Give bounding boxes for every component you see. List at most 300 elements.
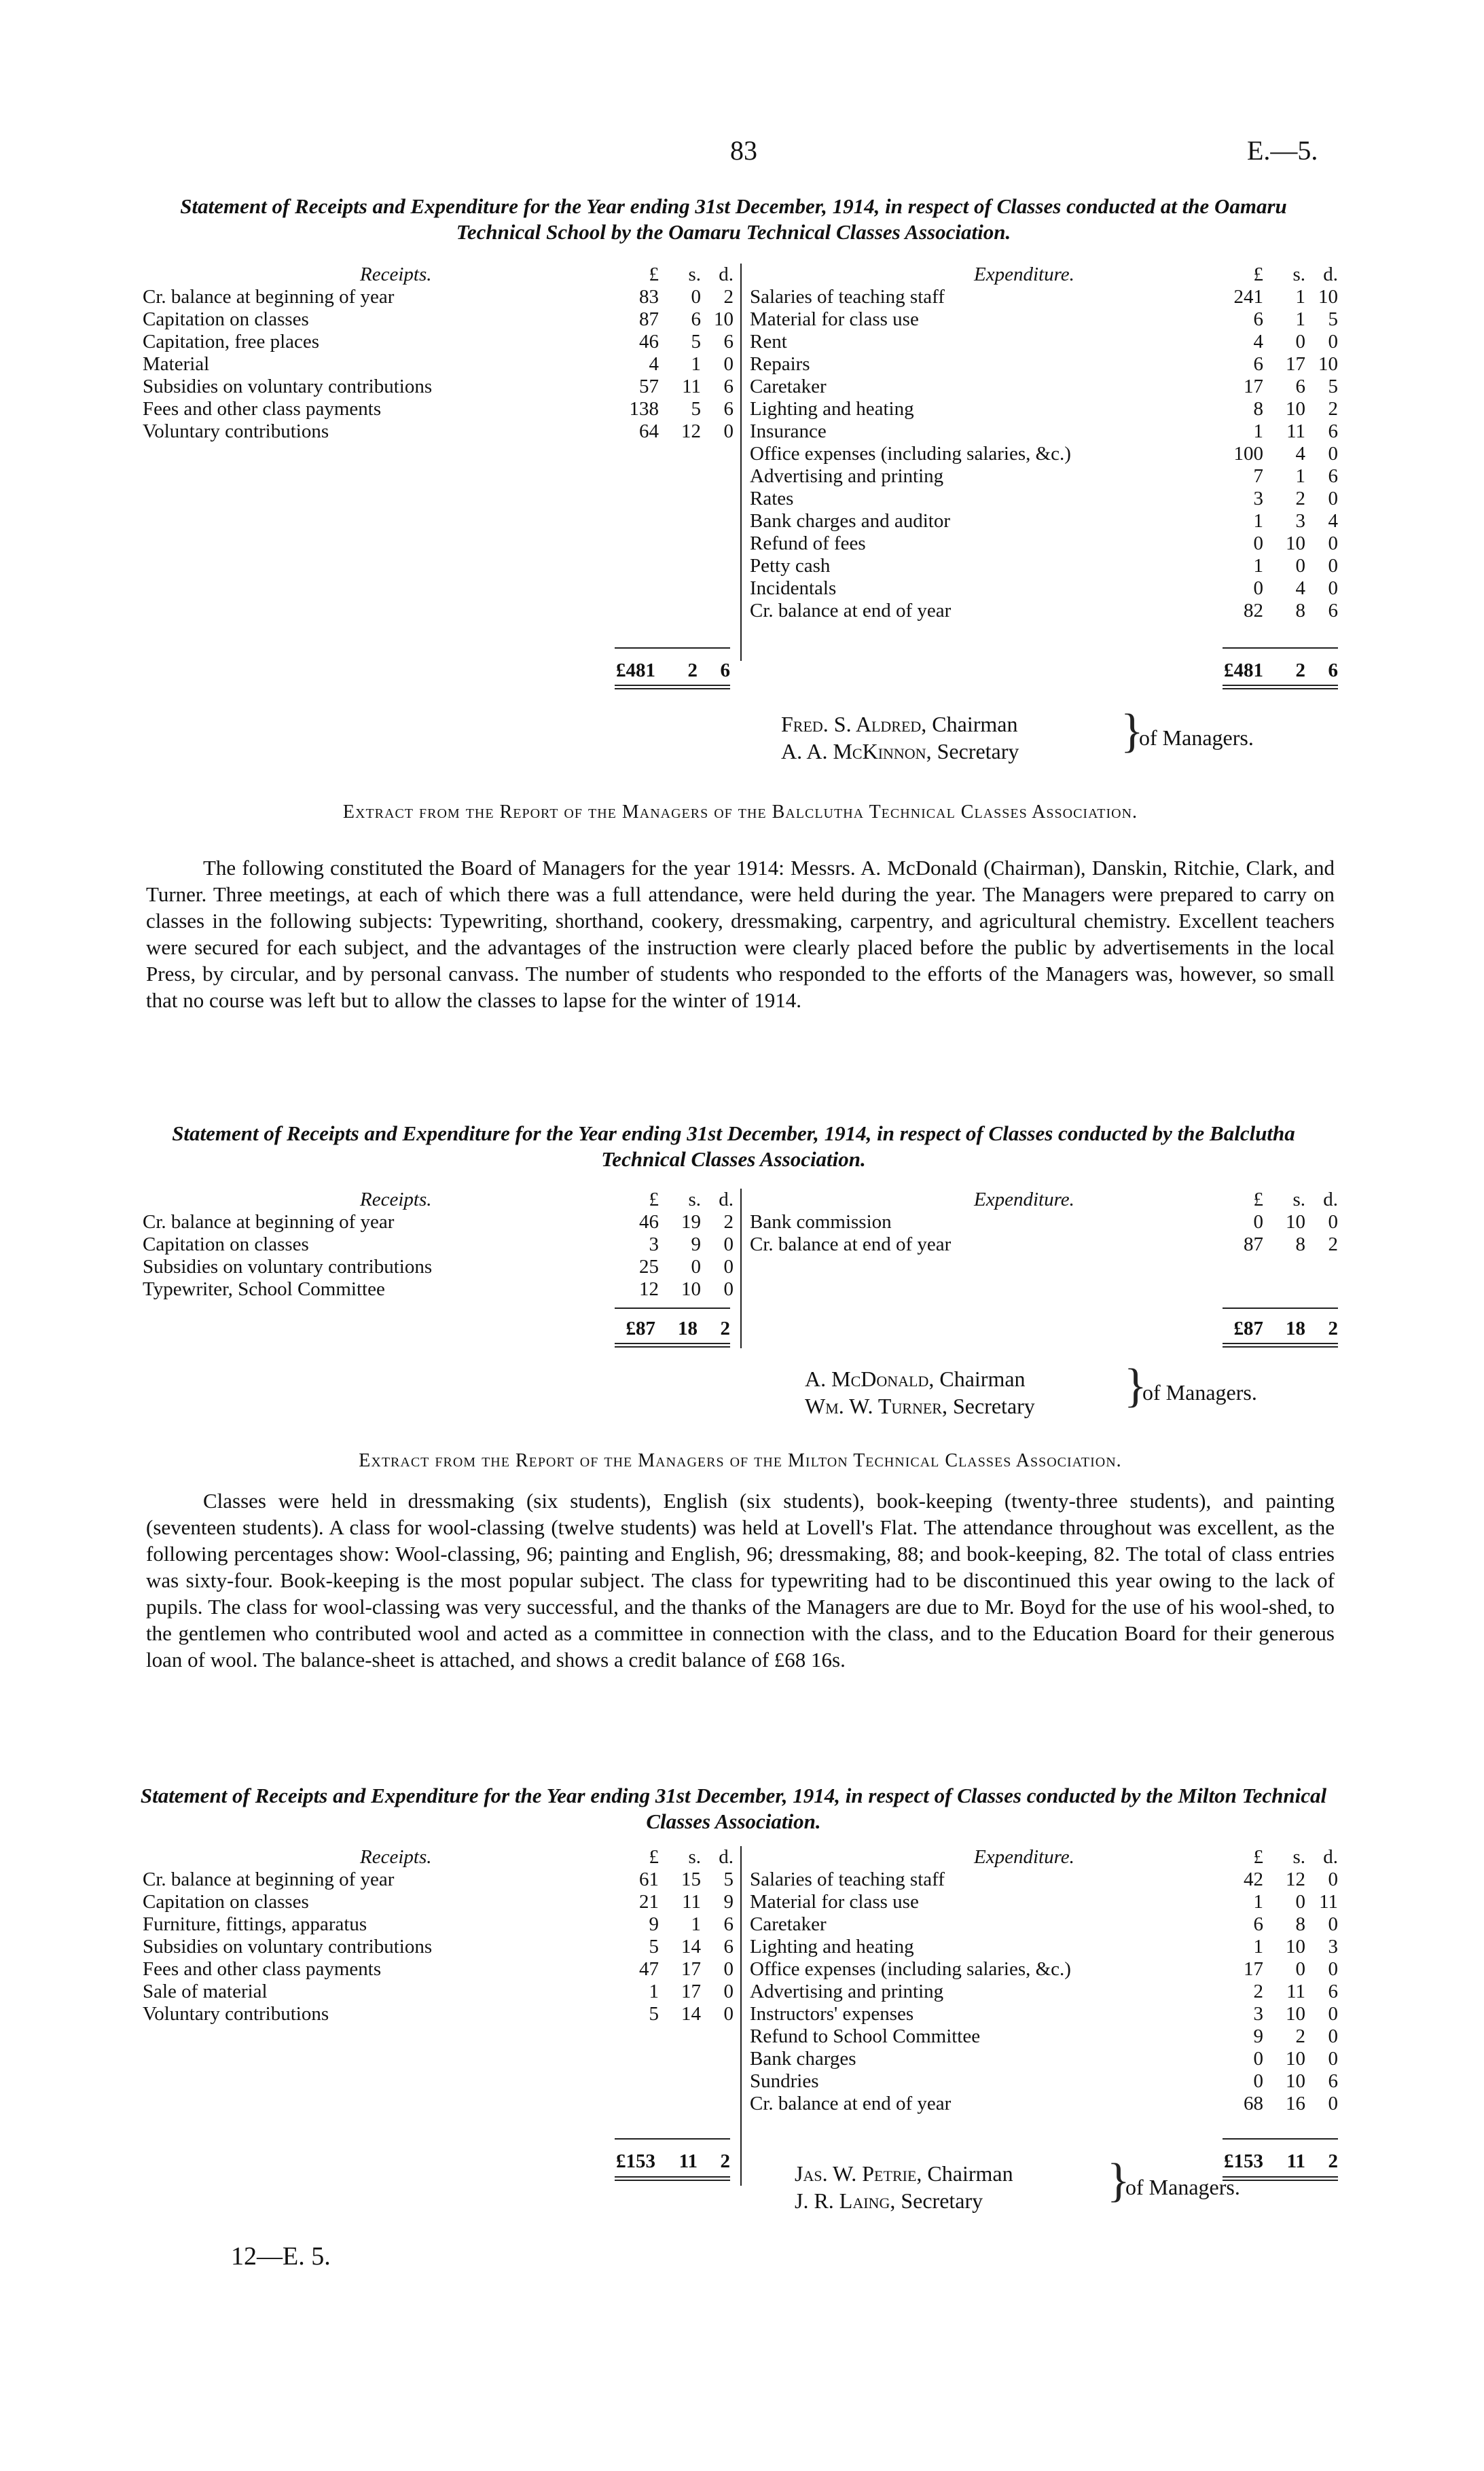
- brace-glyph: }: [1121, 705, 1144, 757]
- amount-pounds: 0: [1253, 2070, 1263, 2092]
- ledger-row: [750, 286, 1338, 308]
- amount-shillings: 17: [681, 1981, 701, 2002]
- amount-pounds: 3: [1253, 488, 1263, 509]
- amount-shillings: 4: [1295, 443, 1305, 465]
- secretary-role: Secretary: [937, 739, 1019, 763]
- ledger-amount: [618, 1981, 734, 2003]
- ledger-row: [143, 1936, 734, 1958]
- total-pence: 2: [720, 2150, 730, 2172]
- ledger-amount: [1223, 2048, 1338, 2070]
- ledger-row: [750, 1913, 1338, 1936]
- amount-shillings: 0: [1295, 331, 1305, 353]
- total-pounds: £153: [1224, 2150, 1263, 2172]
- total-pence: 6: [720, 660, 730, 681]
- amount-shillings: 16: [1286, 2093, 1305, 2114]
- ledger-row: [143, 1913, 734, 1936]
- ledger-item-label: Furniture, fittings, apparatus: [143, 1913, 367, 1935]
- amount-pence: 6: [723, 1936, 734, 1958]
- ledger-row: [750, 1233, 1338, 1256]
- amount-pence: 2: [723, 286, 734, 308]
- ledger-item-label: Rates: [750, 488, 794, 509]
- milton-signatures: Jas. W. Petrie, Chairman J. R. Laing, Secretary: [795, 2161, 1013, 2213]
- ledger-item-label: Office expenses (including salaries, &c.): [750, 1958, 1071, 1980]
- ledger-amount: [1223, 600, 1338, 622]
- ledger-row: [750, 376, 1338, 398]
- amount-shillings: 10: [1286, 2048, 1305, 2070]
- amount-pence: 0: [1328, 1913, 1338, 1935]
- amount-pence: 0: [1328, 1958, 1338, 1980]
- amount-pence: 9: [723, 1891, 734, 1913]
- ledger-row: [750, 510, 1338, 533]
- amount-pounds: 3: [1253, 2003, 1263, 2025]
- expenditure-header: Expenditure.: [974, 1846, 1074, 1868]
- amount-pence: 2: [723, 1211, 734, 1233]
- amount-shillings: 17: [1286, 353, 1305, 375]
- ledger-item-label: Material for class use: [750, 308, 919, 330]
- ledger-row: [750, 353, 1338, 376]
- amount-pounds: 6: [1253, 1913, 1263, 1935]
- ledger-item-label: Cr. balance at end of year: [750, 2093, 952, 2114]
- receipts-header: Receipts.: [360, 1189, 432, 1210]
- ledger-row: [750, 2093, 1338, 2115]
- amount-pence: 10: [714, 308, 734, 330]
- ledger-amount: [618, 308, 734, 331]
- ledger-item-label: Salaries of teaching staff: [750, 286, 945, 308]
- ledger-item-label: Caretaker: [750, 1913, 827, 1935]
- ledger-row: [143, 1233, 734, 1256]
- amount-shillings: 12: [681, 420, 701, 442]
- amount-shillings: 10: [1286, 398, 1305, 420]
- column-divider: [740, 1846, 742, 2186]
- pence-header: d.: [1323, 1846, 1338, 1868]
- chairman-name: Fred. S. Aldred: [781, 712, 922, 736]
- total-shillings: 18: [1286, 1318, 1305, 1339]
- amount-shillings: 0: [691, 286, 701, 308]
- total-pence: 2: [720, 1318, 730, 1339]
- ledger-item-label: Salaries of teaching staff: [750, 1869, 945, 1890]
- ledger-amount: [1223, 443, 1338, 465]
- of-managers: of Managers.: [1139, 725, 1254, 750]
- total-pounds: £87: [626, 1318, 655, 1339]
- chairman-role: Chairman: [927, 2161, 1013, 2186]
- ledger-item-label: Lighting and heating: [750, 1936, 914, 1958]
- amount-pounds: 57: [639, 376, 659, 397]
- milton-receipts: [143, 1846, 734, 2025]
- ledger-amount: [618, 1278, 734, 1301]
- ledger-amount: [1223, 308, 1338, 331]
- amount-pence: 0: [1328, 555, 1338, 577]
- ledger-amount: [1223, 420, 1338, 443]
- amount-shillings: 19: [681, 1211, 701, 1233]
- amount-pence: 0: [723, 1981, 734, 2002]
- ledger-amount: [618, 1891, 734, 1913]
- ledger-row: [750, 577, 1338, 600]
- ledger-amount: [618, 1211, 734, 1233]
- ledger-row: [750, 465, 1338, 488]
- ledger-row: [143, 2003, 734, 2025]
- ledger-row: [750, 420, 1338, 443]
- amount-pence: 6: [1328, 465, 1338, 487]
- secretary-name: Wm. W. Turner: [805, 1394, 942, 1418]
- ledger-amount: [1223, 465, 1338, 488]
- ledger-row: [750, 488, 1338, 510]
- amount-pounds: 0: [1253, 577, 1263, 599]
- amount-pounds: 4: [649, 353, 659, 375]
- ledger-row: [750, 443, 1338, 465]
- amount-pence: 6: [1328, 600, 1338, 621]
- amount-shillings: 0: [1295, 1891, 1305, 1913]
- ledger-row: [750, 1981, 1338, 2003]
- amount-shillings: 1: [691, 353, 701, 375]
- ledger-amount: [1223, 353, 1338, 376]
- ledger-amount: [1223, 488, 1338, 510]
- ledger-item-label: Refund of fees: [750, 533, 866, 554]
- total-pounds: £481: [616, 660, 655, 681]
- brace-glyph: }: [1124, 1360, 1147, 1412]
- total-pounds: £153: [616, 2150, 655, 2172]
- amount-shillings: 9: [691, 1233, 701, 1255]
- shillings-header: s.: [688, 1846, 701, 1868]
- ledger-item-label: Bank charges: [750, 2048, 856, 2070]
- ledger-row: [750, 2025, 1338, 2048]
- ledger-amount: [1223, 577, 1338, 600]
- amount-pounds: 6: [1253, 353, 1263, 375]
- amount-pounds: 7: [1253, 465, 1263, 487]
- amount-pounds: 12: [639, 1278, 659, 1300]
- amount-pence: 0: [1328, 1869, 1338, 1890]
- amount-pounds: 1: [1253, 420, 1263, 442]
- ledger-amount: [618, 1958, 734, 1981]
- ledger-row: [750, 331, 1338, 353]
- amount-shillings: 10: [1286, 533, 1305, 554]
- amount-pence: 10: [1318, 286, 1338, 308]
- chairman-role: Chairman: [939, 1367, 1026, 1391]
- ledger-item-label: Subsidies on voluntary contributions: [143, 1256, 433, 1278]
- signature-mark: 12—E. 5.: [231, 2242, 331, 2271]
- total-double-rule: [615, 2176, 730, 2181]
- receipts-header: Receipts.: [360, 1846, 432, 1868]
- amount-pence: 6: [1328, 2070, 1338, 2092]
- amount-pence: 6: [723, 1913, 734, 1935]
- oamaru-expenditure-total: [1223, 660, 1338, 682]
- ledger-amount: [1223, 2070, 1338, 2093]
- amount-pence: 0: [1328, 533, 1338, 554]
- ledger-amount: [1223, 510, 1338, 533]
- amount-shillings: 10: [1286, 2070, 1305, 2092]
- amount-pounds: 1: [1253, 510, 1263, 532]
- pounds-header: £: [1253, 1189, 1263, 1210]
- milton-extract-heading: Extract from the Report of the Managers of the Milton Technical Classes Association.: [359, 1450, 1122, 1471]
- amount-shillings: 11: [682, 376, 701, 397]
- amount-shillings: 6: [1295, 376, 1305, 397]
- amount-shillings: 15: [681, 1869, 701, 1890]
- amount-shillings: 11: [682, 1891, 701, 1913]
- amount-pence: 5: [1328, 308, 1338, 330]
- ledger-item-label: Capitation on classes: [143, 308, 309, 330]
- ledger-row: [750, 1211, 1338, 1233]
- amount-shillings: 1: [1295, 286, 1305, 308]
- amount-shillings: 10: [1286, 1936, 1305, 1958]
- amount-shillings: 14: [681, 2003, 701, 2025]
- ledger-row: [750, 1869, 1338, 1891]
- amount-pounds: 6: [1253, 308, 1263, 330]
- ledger-item-label: Voluntary contributions: [143, 2003, 329, 2025]
- amount-pounds: 82: [1244, 600, 1263, 621]
- ledger-item-label: Petty cash: [750, 555, 831, 577]
- ledger-amount: [1223, 1913, 1338, 1936]
- ledger-item-label: Caretaker: [750, 376, 827, 397]
- amount-pounds: 17: [1244, 376, 1263, 397]
- amount-pence: 0: [723, 353, 734, 375]
- milton-report-paragraph: Classes were held in dressmaking (six students), English (six students), book-keeping (twenty-three students), and painting (seventeen students). A class for wool-classing (twelve students) was held at Lovell's Flat. The attendance throughout was excellent, as the following percentages show: Wool-classing, 96; painting and English, 96; dressmaking, 88; and book-keeping, 82. The total of class entries was sixty-four. Book-keeping is the most popular subject. The class for typewriting had to be discontinued this year owing to the lack of pupils. The class for wool-classing was very successful, and the thanks of the Managers are due to Mr. Boyd for the use of his wool-shed, to the gentlemen who contributed wool and acted as a committee in connection with the class, and to the Education Board for their generous loan of wool. The balance-sheet is attached, and shows a credit balance of £68 16s.: [146, 1489, 1335, 1672]
- ledger-amount: [1223, 2093, 1338, 2115]
- ledger-amount: [618, 353, 734, 376]
- amount-pounds: 4: [1253, 331, 1263, 353]
- amount-pounds: 1: [1253, 1936, 1263, 1958]
- shillings-header: s.: [688, 264, 701, 285]
- ledger-amount: [618, 1869, 734, 1891]
- ledger-item-label: Refund to School Committee: [750, 2025, 981, 2047]
- balclutha-extract-heading: Extract from the Report of the Managers of the Balclutha Technical Classes Association.: [342, 801, 1138, 823]
- amount-pence: 0: [1328, 331, 1338, 353]
- ledger-amount: [1223, 286, 1338, 308]
- ledger-item-label: Bank commission: [750, 1211, 892, 1233]
- amount-pounds: 47: [639, 1958, 659, 1980]
- amount-shillings: 11: [1286, 1981, 1305, 2002]
- ledger-row: [143, 1211, 734, 1233]
- total-shillings: 2: [687, 660, 698, 681]
- pounds-header: £: [649, 1189, 659, 1210]
- amount-pence: 10: [1318, 353, 1338, 375]
- ledger-item-label: Office expenses (including salaries, &c.): [750, 443, 1071, 465]
- amount-pounds: 2: [1253, 1981, 1263, 2002]
- ledger-item-label: Rent: [750, 331, 787, 353]
- amount-pence: 0: [1328, 2025, 1338, 2047]
- amount-pence: 6: [723, 331, 734, 353]
- amount-pounds: 46: [639, 331, 659, 353]
- ledger-amount: [1223, 1981, 1338, 2003]
- ledger-amount: [618, 1913, 734, 1936]
- amount-pounds: 83: [639, 286, 659, 308]
- ledger-row: [143, 420, 734, 443]
- ledger-row: [750, 1936, 1338, 1958]
- pence-header: d.: [1323, 1189, 1338, 1210]
- secretary-role: Secretary: [901, 2188, 983, 2213]
- amount-pence: 0: [1328, 443, 1338, 465]
- ledger-row: [750, 533, 1338, 555]
- amount-pounds: 5: [649, 2003, 659, 2025]
- amount-pounds: 0: [1253, 533, 1263, 554]
- ledger-row: [143, 331, 734, 353]
- amount-shillings: 3: [1295, 510, 1305, 532]
- ledger-row: [750, 1891, 1338, 1913]
- total-pence: 6: [1328, 660, 1338, 681]
- amount-shillings: 14: [681, 1936, 701, 1958]
- amount-shillings: 2: [1295, 2025, 1305, 2047]
- secretary-role: Secretary: [952, 1394, 1035, 1418]
- ledger-row: [750, 2048, 1338, 2070]
- amount-shillings: 1: [1295, 465, 1305, 487]
- total-pence: 2: [1328, 1318, 1338, 1339]
- amount-pounds: 42: [1244, 1869, 1263, 1890]
- ledger-amount: [618, 286, 734, 308]
- amount-shillings: 10: [1286, 2003, 1305, 2025]
- ledger-amount: [618, 398, 734, 420]
- ledger-item-label: Advertising and printing: [750, 1981, 944, 2002]
- pence-header: d.: [719, 264, 734, 285]
- pounds-header: £: [649, 264, 659, 285]
- ledger-item-label: Sale of material: [143, 1981, 268, 2002]
- ledger-row: [750, 398, 1338, 420]
- oamaru-statement-title: Statement of Receipts and Expenditure for the Year ending 31st December, 1914, in respect of Classes conducted at the Oamaru Technical School by the Oamaru Technical Classes Association.: [180, 194, 1287, 244]
- oamaru-receipts-total: [615, 660, 730, 682]
- ledger-amount: [1223, 1233, 1338, 1256]
- ledger-row: [750, 1958, 1338, 1981]
- amount-pence: 0: [723, 1278, 734, 1300]
- ledger-row: [750, 555, 1338, 577]
- total-double-rule: [615, 1343, 730, 1348]
- amount-pence: 6: [1328, 1981, 1338, 2002]
- ledger-row: [143, 1981, 734, 2003]
- document-code: E.—5.: [1247, 135, 1318, 166]
- amount-shillings: 8: [1295, 1913, 1305, 1935]
- ledger-amount: [1223, 555, 1338, 577]
- total-double-rule: [1223, 685, 1338, 689]
- chairman-name: Jas. W. Petrie: [795, 2161, 917, 2186]
- amount-pence: 2: [1328, 398, 1338, 420]
- amount-shillings: 10: [1286, 1211, 1305, 1233]
- ledger-item-label: Instructors' expenses: [750, 2003, 914, 2025]
- milton-statement: [143, 1846, 1338, 2193]
- amount-pence: 0: [1328, 488, 1338, 509]
- amount-pounds: 100: [1233, 443, 1263, 465]
- shillings-header: s.: [1292, 1189, 1305, 1210]
- ledger-amount: [1223, 398, 1338, 420]
- pounds-header: £: [649, 1846, 659, 1868]
- amount-pence: 11: [1319, 1891, 1338, 1913]
- total-rule: [615, 2138, 730, 2140]
- ledger-item-label: Capitation, free places: [143, 331, 320, 353]
- total-shillings: 18: [678, 1318, 698, 1339]
- ledger-item-label: Typewriter, School Committee: [143, 1278, 385, 1300]
- oamaru-expenditure: [750, 264, 1338, 622]
- amount-pounds: 9: [1253, 2025, 1263, 2047]
- ledger-row: [143, 398, 734, 420]
- ledger-amount: [1223, 1958, 1338, 1981]
- amount-pence: 0: [1328, 577, 1338, 599]
- total-shillings: 2: [1295, 660, 1305, 681]
- total-rule: [1223, 2138, 1338, 2140]
- amount-pounds: 68: [1244, 2093, 1263, 2114]
- ledger-row: [750, 600, 1338, 622]
- ledger-amount: [618, 2003, 734, 2025]
- amount-pence: 0: [1328, 1211, 1338, 1233]
- amount-pence: 6: [723, 376, 734, 397]
- pounds-header: £: [1253, 264, 1263, 285]
- ledger-row: [143, 1256, 734, 1278]
- ledger-item-label: Cr. balance at end of year: [750, 600, 952, 621]
- pence-header: d.: [719, 1189, 734, 1210]
- ledger-item-label: Capitation on classes: [143, 1891, 309, 1913]
- amount-shillings: 5: [691, 331, 701, 353]
- ledger-item-label: Advertising and printing: [750, 465, 944, 487]
- total-rule: [615, 1307, 730, 1309]
- amount-pounds: 21: [639, 1891, 659, 1913]
- ledger-item-label: Fees and other class payments: [143, 398, 382, 420]
- amount-pounds: 87: [639, 308, 659, 330]
- oamaru-signatures: Fred. S. Aldred, Chairman A. A. McKinnon, Secretary: [781, 712, 1019, 763]
- ledger-row: [143, 1891, 734, 1913]
- amount-pence: 6: [723, 398, 734, 420]
- shillings-header: s.: [1292, 264, 1305, 285]
- ledger-amount: [1223, 1211, 1338, 1233]
- ledger-amount: [1223, 1936, 1338, 1958]
- amount-pence: 3: [1328, 1936, 1338, 1958]
- amount-shillings: 0: [1295, 1958, 1305, 1980]
- oamaru-receipts: [143, 264, 734, 443]
- of-managers: of Managers.: [1142, 1380, 1257, 1405]
- balclutha-statement-title: Statement of Receipts and Expenditure for the Year ending 31st December, 1914, in respect of Classes conducted by the Balclutha Technical Classes Association.: [172, 1121, 1295, 1171]
- ledger-item-label: Insurance: [750, 420, 827, 442]
- of-managers: of Managers.: [1125, 2175, 1240, 2199]
- ledger-item-label: Repairs: [750, 353, 810, 375]
- ledger-amount: [1223, 331, 1338, 353]
- ledger-item-label: Sundries: [750, 2070, 819, 2092]
- amount-shillings: 1: [1295, 308, 1305, 330]
- amount-shillings: 17: [681, 1958, 701, 1980]
- amount-pounds: 46: [639, 1211, 659, 1233]
- oamaru-statement: [143, 264, 1338, 715]
- chairman-name: A. McDonald: [805, 1367, 929, 1391]
- total-rule: [1223, 1307, 1338, 1309]
- amount-pounds: 8: [1253, 398, 1263, 420]
- ledger-item-label: Incidentals: [750, 577, 837, 599]
- ledger-item-label: Cr. balance at beginning of year: [143, 286, 395, 308]
- ledger-item-label: Capitation on classes: [143, 1233, 309, 1255]
- ledger-item-label: Cr. balance at end of year: [750, 1233, 952, 1255]
- secretary-name: A. A. McKinnon: [781, 739, 926, 763]
- amount-shillings: 12: [1286, 1869, 1305, 1890]
- ledger-row: [750, 2003, 1338, 2025]
- ledger-row: [143, 1278, 734, 1301]
- milton-expenditure: [750, 1846, 1338, 2115]
- amount-pence: 0: [723, 1256, 734, 1278]
- ledger-item-label: Lighting and heating: [750, 398, 914, 420]
- total-shillings: 11: [1286, 2150, 1305, 2172]
- total-shillings: 11: [678, 2150, 698, 2172]
- ledger-row: [143, 1958, 734, 1981]
- amount-pence: 5: [723, 1869, 734, 1890]
- amount-pence: 6: [1328, 420, 1338, 442]
- ledger-item-label: Bank charges and auditor: [750, 510, 951, 532]
- milton-expenditure-total: [1223, 2150, 1338, 2173]
- column-divider: [740, 264, 742, 661]
- amount-pence: 2: [1328, 1233, 1338, 1255]
- balclutha-statement: [143, 1189, 1338, 1358]
- amount-pence: 0: [723, 420, 734, 442]
- ledger-amount: [1223, 1891, 1338, 1913]
- amount-shillings: 10: [681, 1278, 701, 1300]
- amount-pounds: 241: [1233, 286, 1263, 308]
- ledger-item-label: Voluntary contributions: [143, 420, 329, 442]
- ledger-amount: [618, 331, 734, 353]
- ledger-row: [750, 2070, 1338, 2093]
- balclutha-expenditure-total: [1223, 1318, 1338, 1340]
- ledger-row: [143, 353, 734, 376]
- total-double-rule: [615, 685, 730, 689]
- amount-pounds: 25: [639, 1256, 659, 1278]
- ledger-row: [143, 308, 734, 331]
